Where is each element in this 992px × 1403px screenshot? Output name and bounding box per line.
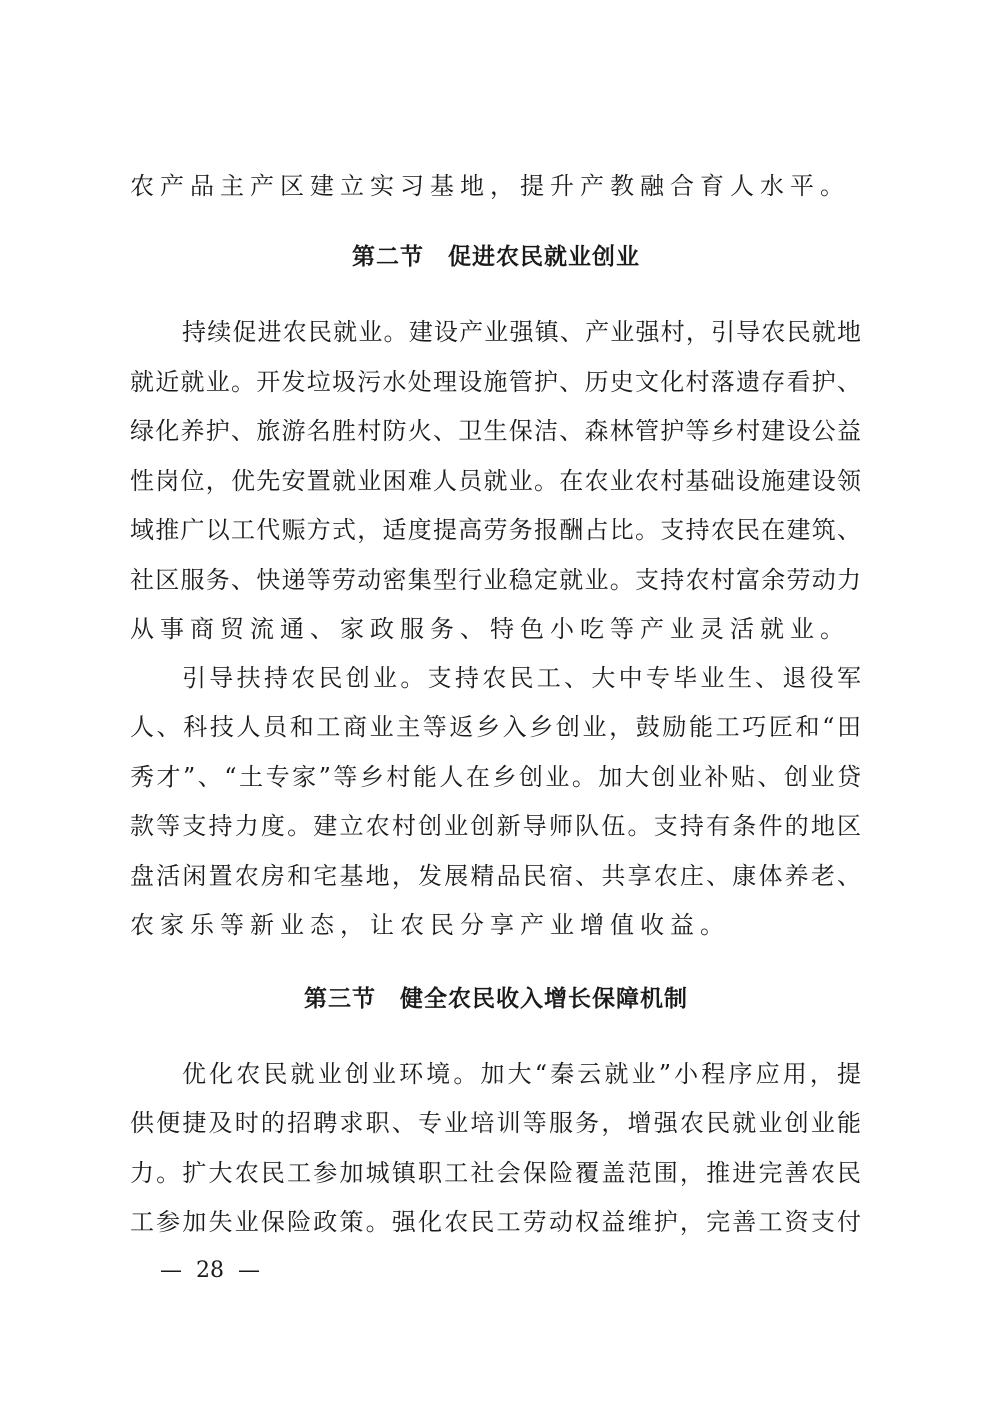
- paragraph-line: 款等支持力度。建立农村创业创新导师队伍。支持有条件的地区: [130, 812, 862, 840]
- paragraph-line: 域推广以工代赈方式，适度提高劳务报酬占比。支持农民在建筑、: [130, 516, 862, 544]
- paragraph-line: 力。扩大农民工参加城镇职工社会保险覆盖范围，推进完善农民: [130, 1159, 862, 1187]
- paragraph-line: 优化农民就业创业环境。加大“秦云就业”小程序应用，提: [182, 1060, 862, 1088]
- paragraph-line: 引导扶持农民创业。支持农民工、大中专毕业生、退役军: [182, 664, 862, 692]
- paragraph-line: 持续促进农民就业。建设产业强镇、产业强村，引导农民就地: [182, 318, 862, 346]
- paragraph-line: 盘活闲置农房和宅基地，发展精品民宿、共享农庄、康体养老、: [130, 862, 862, 890]
- paragraph-line: 就近就业。开发垃圾污水处理设施管护、历史文化村落遗存看护、: [130, 368, 862, 396]
- paragraph-line: 农家乐等新业态，让农民分享产业增值收益。: [130, 911, 730, 939]
- section-3-heading: 第三节 健全农民收入增长保障机制: [304, 986, 688, 1012]
- paragraph-line: 绿化养护、旅游名胜村防火、卫生保洁、森林管护等乡村建设公益: [130, 417, 862, 445]
- paragraph-line: 社区服务、快递等劳动密集型行业稳定就业。支持农村富余劳动力: [130, 566, 862, 594]
- paragraph-line: 秀才”、“土专家”等乡村能人在乡创业。加大创业补贴、创业贷: [130, 763, 862, 791]
- paragraph-line: 性岗位，优先安置就业困难人员就业。在农业农村基础设施建设领: [130, 467, 862, 495]
- paragraph-line: 工参加失业保险政策。强化农民工劳动权益维护，完善工资支付: [130, 1208, 862, 1236]
- paragraph-line: 人、科技人员和工商业主等返乡入乡创业，鼓励能工巧匠和“田: [130, 713, 862, 741]
- paragraph-line: 从事商贸流通、家政服务、特色小吃等产业灵活就业。: [130, 615, 850, 643]
- paragraph-line: 供便捷及时的招聘求职、专业培训等服务，增强农民就业创业能: [130, 1109, 862, 1137]
- page-number: — 28 —: [160, 1258, 260, 1283]
- continuation-line: 农产品主产区建立实习基地，提升产教融合育人水平。: [130, 172, 850, 200]
- section-2-heading: 第二节 促进农民就业创业: [352, 244, 640, 270]
